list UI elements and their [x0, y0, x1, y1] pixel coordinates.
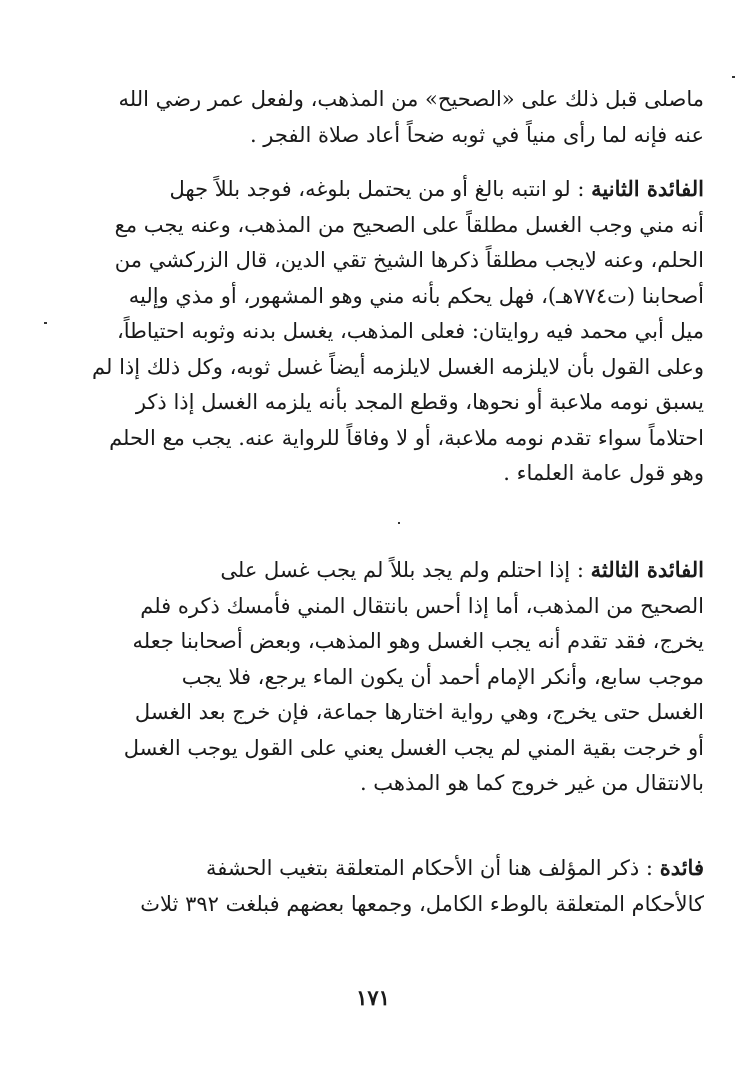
text-line: يخرج، فقد تقدم أنه يجب الغسل وهو المذهب، وبعض أصحابنا جعله	[132, 629, 704, 653]
page-number: ١٧١	[356, 985, 390, 1010]
text-line: يسبق نومه ملاعبة أو نحوها، وقطع المجد بأنه يلزمه الغسل إذا ذكر	[135, 390, 704, 414]
text-line	[66, 552, 704, 589]
text-line: بالانتقال من غير خروج كما هو المذهب .	[359, 771, 704, 795]
text-line: أو خرجت بقية المني لم يجب الغسل يعني على القول يوجب الغسل	[123, 735, 704, 760]
paragraph-second-benefit	[66, 171, 704, 492]
text-line: الغسل حتى يخرج، وهي رواية اختارها جماعة، فإن خرج بعد الغسل	[134, 700, 704, 724]
text-line: احتلاماً سواء تقدم نومه ملاعبة، أو لا وفاقاً للرواية عنه. يجب مع الحلم	[109, 425, 704, 450]
scan-speck	[398, 522, 400, 524]
text-line	[66, 850, 704, 887]
text-line: وعلى القول بأن لايلزمه الغسل لايلزمه أيضاً غسل ثوبه، وكل ذلك إذا لم	[92, 354, 704, 379]
paragraph-benefit	[66, 850, 704, 922]
text-line: وهو قول عامة العلماء .	[503, 461, 704, 485]
paragraph-continuation	[66, 82, 704, 153]
section-heading: الفائدة الثالثة	[590, 557, 704, 582]
text-line: أنه مني وجب الغسل مطلقاً على الصحيح من المذهب، وعنه يجب مع	[114, 212, 704, 237]
text-run: : إذا احتلم ولم يجد بللاً لم يجب غسل على	[220, 558, 584, 582]
text-line: ميل أبي محمد فيه روايتان: فعلى المذهب، يغسل بدنه وثوبه احتياطاً،	[116, 319, 704, 343]
text-run: : لو انتبه بالغ أو من يحتمل بلوغه، فوجد بللاً جهل	[169, 177, 585, 201]
scan-speck	[732, 76, 735, 78]
text-line: أصحابنا (ت٧٧٤هـ)، فهل يحكم بأنه مني وهو المشهور، أو مذي وإليه	[128, 283, 704, 308]
text-line: كالأحكام المتعلقة بالوطء الكامل، وجمعها بعضهم فبلغت ٣٩٢ ثلاث	[140, 891, 704, 916]
section-heading: الفائدة الثانية	[591, 176, 704, 201]
text-line: موجب سابع، وأنكر الإمام أحمد أن يكون الماء يرجع، فلا يجب	[181, 664, 704, 689]
text-line: الصحيح من المذهب، أما إذا أحس بانتقال المني فأمسك ذكره فلم	[140, 593, 704, 618]
text-line	[66, 171, 704, 208]
scan-speck	[44, 322, 47, 324]
text-line: الحلم، وعنه لايجب مطلقاً ذكرها الشيخ تقي الدين، قال الزركشي من	[114, 248, 704, 272]
text-line: ماصلى قبل ذلك على «الصحيح» من المذهب، ولفعل عمر رضي الله	[118, 87, 704, 111]
paragraph-third-benefit	[66, 552, 704, 802]
section-heading: فائدة	[659, 855, 704, 880]
text-run: : ذكر المؤلف هنا أن الأحكام المتعلقة بتغيب الحشفة	[206, 856, 653, 880]
text-line: عنه فإنه لما رأى منياً في ثوبه ضحاً أعاد صلاة الفجر .	[249, 122, 704, 147]
